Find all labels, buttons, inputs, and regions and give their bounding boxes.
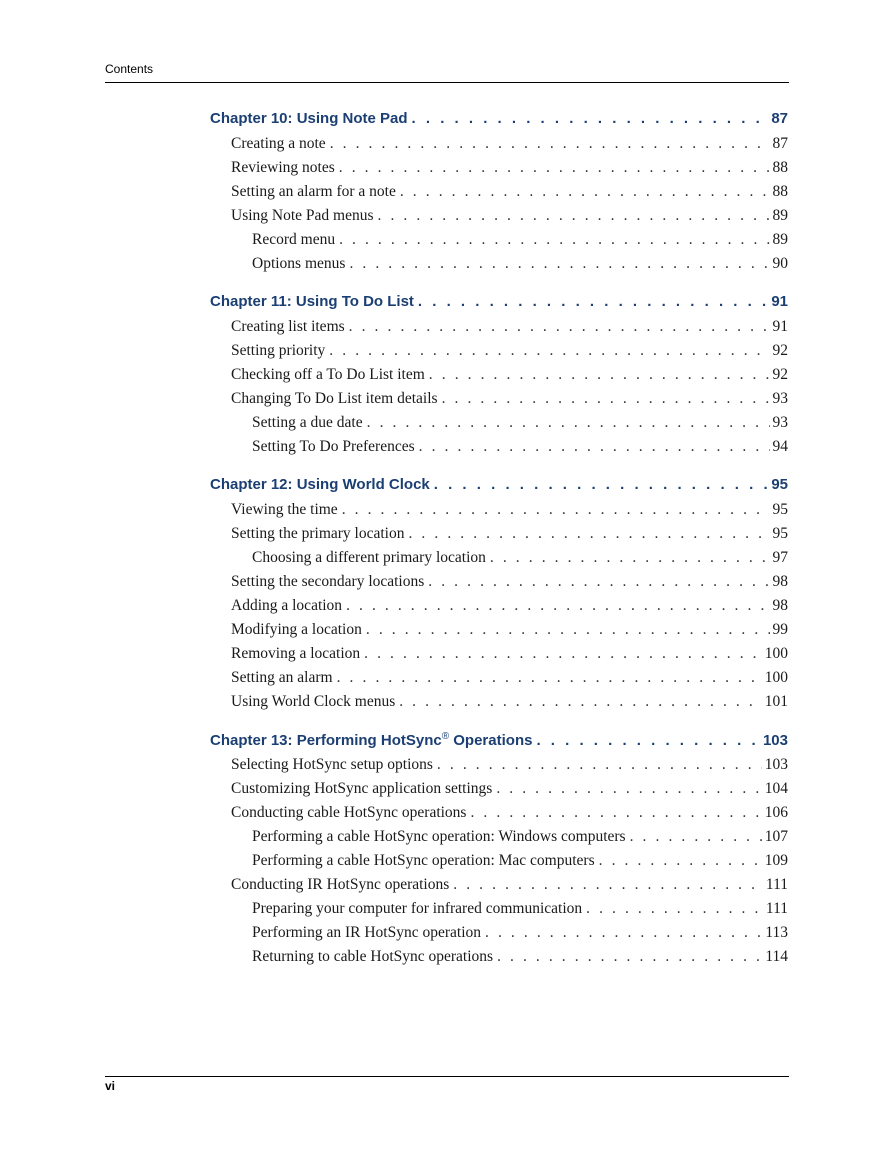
page-number: 88 xyxy=(772,183,788,200)
toc-entry[interactable] xyxy=(210,573,788,597)
entry-title: Setting priority xyxy=(231,342,326,359)
page-number: 94 xyxy=(772,438,788,455)
dot-leader xyxy=(442,390,770,408)
page-number: 95 xyxy=(772,525,788,542)
table-of-contents xyxy=(210,110,788,986)
dot-leader xyxy=(342,501,770,519)
entry-title: Removing a location xyxy=(231,645,361,662)
toc-entry[interactable] xyxy=(210,135,788,159)
entry-title: Setting To Do Preferences xyxy=(252,438,415,455)
chapter-12 xyxy=(210,476,788,717)
dot-leader xyxy=(485,924,762,942)
dot-leader xyxy=(496,780,761,798)
toc-entry[interactable] xyxy=(210,876,788,900)
dot-leader xyxy=(536,732,760,749)
page-number: 101 xyxy=(764,693,788,710)
page-number: 91 xyxy=(771,293,788,310)
dot-leader xyxy=(330,135,770,153)
entry-title: Creating list items xyxy=(231,318,345,335)
dot-leader xyxy=(470,804,761,822)
dot-leader xyxy=(630,828,762,846)
dot-leader xyxy=(419,438,770,456)
dot-leader xyxy=(367,414,770,432)
dot-leader xyxy=(412,110,769,127)
entry-title: Reviewing notes xyxy=(231,159,335,176)
page-number: 89 xyxy=(772,231,788,248)
page-number: 89 xyxy=(772,207,788,224)
toc-subentry[interactable] xyxy=(210,414,788,438)
dot-leader xyxy=(408,525,769,543)
page-number: 104 xyxy=(764,780,788,797)
dot-leader xyxy=(399,693,762,711)
entry-title: Options menus xyxy=(252,255,346,272)
dot-leader xyxy=(490,549,770,567)
footer-rule xyxy=(105,1076,789,1077)
entry-title: Performing an IR HotSync operation xyxy=(252,924,482,941)
entry-title: Checking off a To Do List item xyxy=(231,366,425,383)
toc-entry[interactable] xyxy=(210,159,788,183)
entry-title: Conducting IR HotSync operations xyxy=(231,876,450,893)
chapter-13 xyxy=(210,731,788,972)
toc-entry[interactable] xyxy=(210,342,788,366)
dot-leader xyxy=(339,159,770,177)
chapter-title: Chapter 11: Using To Do List xyxy=(210,293,414,310)
page-number: 113 xyxy=(765,924,788,941)
chapter-title: Chapter 10: Using Note Pad xyxy=(210,110,408,127)
dot-leader xyxy=(428,573,769,591)
entry-title: Conducting cable HotSync operations xyxy=(231,804,467,821)
dot-leader xyxy=(418,293,768,310)
page-number: 87 xyxy=(772,135,788,152)
chapter-11 xyxy=(210,293,788,462)
page-number: 92 xyxy=(772,366,788,383)
dot-leader xyxy=(400,183,770,201)
page-number: 106 xyxy=(764,804,788,821)
page-number: 90 xyxy=(772,255,788,272)
dot-leader xyxy=(349,318,770,336)
page-number: 111 xyxy=(765,876,788,893)
entry-title: Choosing a different primary location xyxy=(252,549,486,566)
dot-leader xyxy=(437,756,762,774)
toc-entry[interactable] xyxy=(210,525,788,549)
entry-title: Viewing the time xyxy=(231,501,338,518)
entry-title: Selecting HotSync setup options xyxy=(231,756,433,773)
entry-title: Performing a cable HotSync operation: Windows computers xyxy=(252,828,626,845)
page-number: 93 xyxy=(772,390,788,407)
entry-title: Setting the secondary locations xyxy=(231,573,425,590)
toc-chapter-heading[interactable] xyxy=(210,731,788,756)
toc-subentry[interactable] xyxy=(210,549,788,573)
entry-title: Setting an alarm for a note xyxy=(231,183,396,200)
toc-entry[interactable] xyxy=(210,183,788,207)
page-number: 100 xyxy=(764,645,788,662)
chapter-title xyxy=(210,731,532,749)
page-number: 88 xyxy=(772,159,788,176)
toc-entry[interactable] xyxy=(210,756,788,780)
chapter-title-main: Chapter 13: Performing HotSync xyxy=(210,732,442,749)
page-number: 103 xyxy=(762,732,788,749)
toc-subentry[interactable] xyxy=(210,828,788,852)
dot-leader xyxy=(364,645,762,663)
toc-entry[interactable] xyxy=(210,207,788,231)
entry-title: Performing a cable HotSync operation: Mac computers xyxy=(252,852,595,869)
toc-entry[interactable] xyxy=(210,366,788,390)
registered-mark: ® xyxy=(441,731,450,742)
toc-subentry[interactable] xyxy=(210,231,788,255)
toc-chapter-heading[interactable] xyxy=(210,476,788,501)
page-number: 91 xyxy=(772,318,788,335)
dot-leader xyxy=(586,900,763,918)
entry-title: Modifying a location xyxy=(231,621,362,638)
page-number: 103 xyxy=(764,756,788,773)
entry-title: Record menu xyxy=(252,231,336,248)
toc-subentry[interactable] xyxy=(210,852,788,876)
dot-leader xyxy=(599,852,762,870)
entry-title: Changing To Do List item details xyxy=(231,390,438,407)
entry-title: Creating a note xyxy=(231,135,326,152)
toc-entry[interactable] xyxy=(210,693,788,717)
dot-leader xyxy=(366,621,770,639)
toc-entry[interactable] xyxy=(210,501,788,525)
entry-title: Setting an alarm xyxy=(231,669,333,686)
dot-leader xyxy=(453,876,763,894)
chapter-title: Chapter 12: Using World Clock xyxy=(210,476,430,493)
toc-entry[interactable] xyxy=(210,621,788,645)
header-rule xyxy=(105,82,789,83)
dot-leader xyxy=(429,366,770,384)
page-number: 95 xyxy=(771,476,788,493)
dot-leader xyxy=(346,597,769,615)
dot-leader xyxy=(378,207,770,225)
toc-entry[interactable] xyxy=(210,804,788,828)
page-number: 87 xyxy=(771,110,788,127)
toc-entry[interactable] xyxy=(210,318,788,342)
dot-leader xyxy=(349,255,769,273)
page-number: 107 xyxy=(764,828,788,845)
page-number: 95 xyxy=(772,501,788,518)
toc-entry[interactable] xyxy=(210,597,788,621)
toc-entry[interactable] xyxy=(210,780,788,804)
page-number: 92 xyxy=(772,342,788,359)
page-number: 111 xyxy=(765,900,788,917)
toc-entry[interactable] xyxy=(210,669,788,693)
page-number: 98 xyxy=(772,597,788,614)
entry-title: Using World Clock menus xyxy=(231,693,396,710)
dot-leader xyxy=(329,342,769,360)
toc-entry[interactable] xyxy=(210,645,788,669)
page-number: 109 xyxy=(764,852,788,869)
chapter-title-tail: Operations xyxy=(449,732,533,749)
entry-title: Adding a location xyxy=(231,597,343,614)
entry-title: Customizing HotSync application settings xyxy=(231,780,493,797)
running-head: Contents xyxy=(105,62,154,76)
entry-title: Setting a due date xyxy=(252,414,363,431)
page-number: 99 xyxy=(772,621,788,638)
toc-entry[interactable] xyxy=(210,390,788,414)
toc-subentry[interactable] xyxy=(210,438,788,462)
entry-title: Using Note Pad menus xyxy=(231,207,374,224)
page-number: 98 xyxy=(772,573,788,590)
entry-title: Setting the primary location xyxy=(231,525,405,542)
chapter-10 xyxy=(210,110,788,279)
page-number: 93 xyxy=(772,414,788,431)
toc-subentry[interactable] xyxy=(210,900,788,924)
page-folio: vi xyxy=(105,1079,116,1093)
page-number: 97 xyxy=(772,549,788,566)
dot-leader xyxy=(497,948,762,966)
toc-chapter-heading[interactable] xyxy=(210,293,788,318)
dot-leader xyxy=(337,669,762,687)
dot-leader xyxy=(434,476,769,493)
page-number: 100 xyxy=(764,669,788,686)
page-number: 114 xyxy=(765,948,788,965)
entry-title: Preparing your computer for infrared communication xyxy=(252,900,583,917)
toc-subentry[interactable] xyxy=(210,924,788,948)
toc-subentry[interactable] xyxy=(210,255,788,279)
entry-title: Returning to cable HotSync operations xyxy=(252,948,494,965)
toc-subentry[interactable] xyxy=(210,948,788,972)
dot-leader xyxy=(339,231,769,249)
toc-chapter-heading[interactable] xyxy=(210,110,788,135)
